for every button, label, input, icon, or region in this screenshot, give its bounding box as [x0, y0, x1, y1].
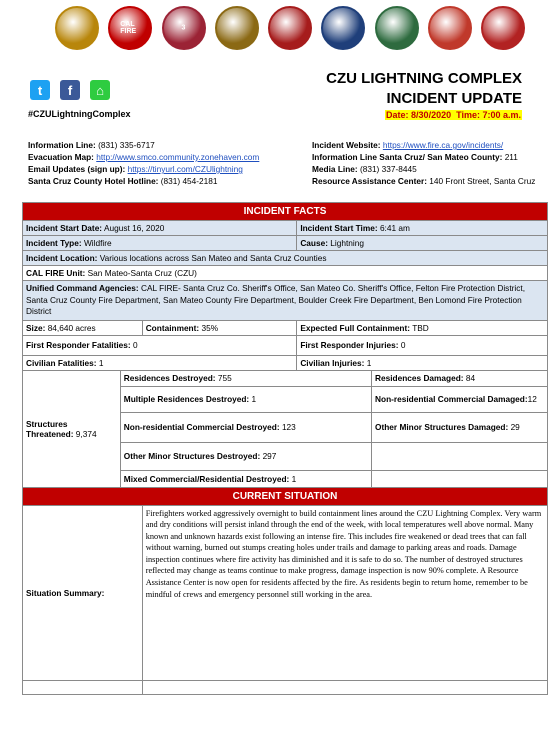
title-line-2: INCIDENT UPDATE	[386, 90, 522, 107]
contact-link[interactable]: https://www.fire.ca.gov/incidents/	[382, 140, 504, 150]
contact-value: 211	[504, 152, 518, 162]
time-value: 7:00 a.m.	[482, 110, 521, 120]
other-damaged-cell: Other Minor Structures Damaged: 29	[372, 412, 548, 442]
social-links	[30, 80, 110, 100]
contact-line: Media Line: (831) 337-8445	[312, 164, 417, 174]
full-containment-cell: Expected Full Containment: TBD	[297, 320, 548, 335]
fire-protection-district-logo	[268, 6, 312, 50]
contact-link[interactable]: https://tinyurl.com/CZUlightning	[127, 164, 243, 174]
empty-cell	[372, 470, 548, 487]
current-situation-heading: CURRENT SITUATION	[23, 487, 548, 505]
agencies-cell: Unified Command Agencies: CAL FIRE- Santa Cruz Co. Sheriff's Office, San Mateo Co. Sheriff's Office, Felton Fire Protection District, Santa Cruz County Fire Department, San Mateo County Fire Department, Boulder Creek Fire Department, Ben Lomond Fire Protection District	[23, 281, 548, 321]
civ-fatalities-cell: Civilian Fatalities: 1	[23, 355, 297, 370]
res-destroyed-cell: Residences Destroyed: 755	[120, 370, 371, 386]
contact-line: Information Line: (831) 335-6717	[28, 140, 155, 150]
size-cell: Size: 84,640 acres	[23, 320, 143, 335]
contact-value: (831) 337-8445	[359, 164, 417, 174]
contact-line: Information Line Santa Cruz/ San Mateo County: 211	[312, 152, 518, 162]
mixed-destroyed-cell: Mixed Commercial/Residential Destroyed: 1	[120, 470, 371, 487]
contact-line: Evacuation Map: http://www.smco.community.zonehaven.com	[28, 152, 260, 162]
res-damaged-cell: Residences Damaged: 84	[372, 370, 548, 386]
date-time-bar	[385, 110, 522, 120]
contact-left	[28, 139, 308, 187]
facebook-icon[interactable]: f	[60, 80, 80, 100]
cause-cell: Cause: Lightning	[297, 236, 548, 251]
contact-line: Resource Assistance Center: 140 Front Street, Santa Cruz	[312, 176, 536, 186]
contact-line: Incident Website: https://www.fire.ca.gov/incidents/	[312, 140, 504, 150]
nonres-damaged-cell: Non-residential Commercial Damaged:12	[372, 386, 548, 412]
sheriff-star-logo	[215, 6, 259, 50]
empty-cell	[142, 680, 547, 694]
structures-threatened-cell: Structures Threatened: 9,374	[23, 370, 121, 487]
date-value: 8/30/2020	[411, 110, 452, 120]
firefighter-badge-logo	[55, 6, 99, 50]
title-line-1: CZU LIGHTNING COMPLEX	[326, 70, 522, 87]
cal-fire-logo: CAL FIRE	[108, 6, 152, 50]
agency-logos	[55, 6, 525, 50]
time-label: Time:	[456, 110, 480, 120]
multi-res-destroyed-cell: Multiple Residences Destroyed: 1	[120, 386, 371, 412]
nonres-destroyed-cell: Non-residential Commercial Destroyed: 123	[120, 412, 371, 442]
county-fire-logo	[428, 6, 472, 50]
location-cell: Incident Location: Various locations across San Mateo and Santa Cruz Counties	[23, 251, 548, 266]
sheriff-badge-logo	[321, 6, 365, 50]
contact-value: (831) 335-6717	[98, 140, 155, 150]
home-icon[interactable]: ⌂	[90, 80, 110, 100]
hashtag: #CZULightningComplex	[28, 109, 131, 119]
containment-cell: Containment: 35%	[142, 320, 297, 335]
empty-cell	[23, 680, 143, 694]
empty-cell	[372, 442, 548, 470]
incident-facts-table	[22, 202, 548, 695]
contact-link[interactable]: http://www.smco.community.zonehaven.com	[96, 152, 260, 162]
contact-line: Email Updates (sign up): https://tinyurl.com/CZUlightning	[28, 164, 243, 174]
boulder-creek-fire-logo	[375, 6, 419, 50]
other-destroyed-cell: Other Minor Structures Destroyed: 297	[120, 442, 371, 470]
ben-lomond-fire-logo	[481, 6, 525, 50]
unit-cell: CAL FIRE Unit: San Mateo-Santa Cruz (CZU)	[23, 266, 548, 281]
type-cell: Incident Type: Wildfire	[23, 236, 297, 251]
contact-right	[312, 139, 552, 187]
contact-value: (831) 454-2181	[160, 176, 218, 186]
civ-injuries-cell: Civilian Injuries: 1	[297, 355, 548, 370]
situation-summary-label: Situation Summary:	[23, 505, 143, 680]
twitter-icon[interactable]: t	[30, 80, 50, 100]
fr-fatalities-cell: First Responder Fatalities: 0	[23, 335, 297, 355]
incident-facts-heading: INCIDENT FACTS	[23, 203, 548, 221]
situation-summary-text: Firefighters worked aggressively overnight to build containment lines around the CZU Lightning Complex. Very warm and dry conditions will persist inland through the end of the week, with local temperatures well above normal. Many known and unknown hazards exist following an intense fire. This includes fire weakened or dead trees that can fall without warning, burned out stumps creating holes under trails and damage to parking areas and roads. Damage inspection continues where fire activity has diminished and it is safe to do so. The number of destroyed structures reflected may change as teams continue to make progress, damage inspection is now 90% complete. A Resource Assistance Center is now open for residents affected by the fire. As residents begin to return home, remember to be mindful of crews and emergency personnel still working in the area.	[142, 505, 547, 680]
district-3-logo: 3	[162, 6, 206, 50]
contact-line: Santa Cruz County Hotel Hotline: (831) 454-2181	[28, 176, 218, 186]
date-label: Date:	[386, 110, 409, 120]
start-time-cell: Incident Start Time: 6:41 am	[297, 221, 548, 236]
start-date-cell: Incident Start Date: August 16, 2020	[23, 221, 297, 236]
contact-value: 140 Front Street, Santa Cruz	[429, 176, 536, 186]
fr-injuries-cell: First Responder Injuries: 0	[297, 335, 548, 355]
